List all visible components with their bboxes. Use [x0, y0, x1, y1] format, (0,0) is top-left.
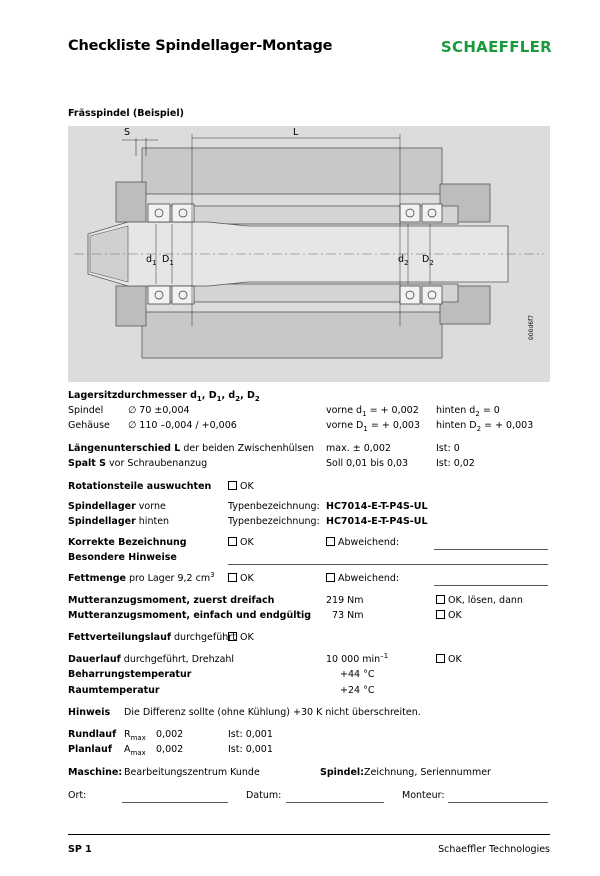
korrekt-label: Korrekte Bezeichnung: [68, 537, 187, 548]
mutter-1-value: 219 Nm: [326, 595, 364, 606]
planlauf-value: 0,002: [156, 744, 184, 755]
laengen-max: max. ± 0,002: [326, 443, 391, 454]
gehaeuse-hinten: hinten $D_2$ = + 0,003: [436, 420, 534, 433]
laengen-ist: Ist: 0: [436, 443, 460, 454]
dauer-label: Dauerlauf durchgeführt, Drehzahl: [68, 654, 235, 665]
spindel-vorne: vorne $d_1$ = + 0,002: [326, 405, 419, 418]
planlauf-ist: Ist: 0,001: [228, 744, 273, 755]
monteur-field[interactable]: [448, 802, 548, 803]
rotation-label: Rotationsteile auswuchten: [68, 481, 212, 492]
mutter-2-value: 73 Nm: [332, 610, 364, 621]
figure-caption: Frässpindel (Beispiel): [68, 108, 184, 119]
flange-bottom: [116, 286, 146, 326]
mutter-1-ok-checkbox[interactable]: OK, lösen, dann: [436, 595, 523, 606]
spindel-info-label: Spindel:: [320, 767, 364, 778]
laengen-label: Längenunterschied L der beiden Zwischenhülsen: [68, 443, 315, 454]
datum-field[interactable]: [286, 802, 384, 803]
checkbox-icon: [228, 481, 237, 490]
maschine-value: Bearbeitungszentrum Kunde: [124, 767, 260, 778]
typ-vorne-value: HC7014-E-T-P4S-UL: [326, 501, 428, 512]
checkbox-icon: [228, 537, 237, 546]
drawing-code: 000d6f7: [528, 314, 535, 340]
fett-abw-field[interactable]: [434, 585, 548, 586]
checkbox-icon: [436, 654, 445, 663]
ort-field[interactable]: [122, 802, 228, 803]
rundlauf-symbol: $R_{max}$: [124, 729, 146, 742]
spindel-info-value: Zeichnung, Seriennummer: [364, 767, 491, 778]
gehaeuse-value: ∅ 110 –0,004 / +0,006: [128, 420, 237, 431]
korrekt-abw-checkbox[interactable]: Abweichend:: [326, 537, 399, 548]
flange-top: [116, 182, 146, 222]
spalt-soll: Soll 0,01 bis 0,03: [326, 458, 409, 469]
mutter-2-ok-checkbox[interactable]: OK: [436, 610, 462, 621]
spindel-hinten: hinten $d_2 = 0$: [436, 405, 500, 418]
checkbox-icon: [326, 573, 335, 582]
checkbox-icon: [228, 573, 237, 582]
rundlauf-value: 0,002: [156, 729, 184, 740]
datum-label: Datum:: [246, 790, 282, 801]
rundlauf-ist: Ist: 0,001: [228, 729, 273, 740]
monteur-label: Monteur:: [402, 790, 445, 801]
dim-D1-label: $D_1$: [162, 254, 174, 267]
hinweise-label: Besondere Hinweise: [68, 552, 177, 563]
spalt-label: Spalt S vor Schraubenanzug: [68, 458, 208, 469]
fettvert-label: Fettverteilungslauf durchgeführt: [68, 632, 236, 643]
typ-label-hinten: Typenbezeichnung:: [228, 516, 320, 527]
hinweis-text: Die Differenz sollte (ohne Kühlung) +30 K nicht überschreiten.: [124, 707, 421, 718]
housing-bottom: [142, 312, 442, 358]
typ-hinten-value: HC7014-E-T-P4S-UL: [326, 516, 428, 527]
gehaeuse-label: Gehäuse: [68, 420, 110, 431]
beharrung-label: Beharrungstemperatur: [68, 669, 192, 680]
fett-label: Fettmenge pro Lager 9,2 $cm^3$: [68, 570, 215, 584]
mutter-2-label: Mutteranzugsmoment, einfach und endgültig: [68, 610, 312, 621]
spindle-drawing: [68, 126, 550, 382]
dim-s-label: S: [124, 127, 131, 138]
footer-divider: [68, 834, 550, 835]
raum-label: Raumtemperatur: [68, 685, 160, 696]
spindel-label: Spindel: [68, 405, 104, 416]
planlauf-symbol: $A_{max}$: [124, 744, 146, 757]
maschine-label: Maschine:: [68, 767, 123, 778]
checkbox-icon: [326, 537, 335, 546]
beharrung-value: +44 °C: [340, 669, 375, 680]
korrekt-abw-field[interactable]: [434, 549, 548, 550]
footer-company: Schaeffler Technologies: [438, 844, 550, 855]
lagersitz-heading: Lagersitzdurchmesser $d_1$, $D_1$, $d_2$, $D_2$: [68, 390, 260, 403]
fett-abw-checkbox[interactable]: Abweichend:: [326, 573, 399, 584]
raum-value: +24 °C: [340, 685, 375, 696]
dim-d1-label: $d_1$: [146, 254, 157, 267]
dauer-ok-checkbox[interactable]: OK: [436, 654, 462, 665]
rundlauf-label: Rundlauf: [68, 729, 117, 740]
checkbox-icon: [228, 632, 237, 641]
fettvert-ok-checkbox[interactable]: OK: [228, 632, 254, 643]
fett-ok-checkbox[interactable]: OK: [228, 573, 254, 584]
ort-label: Ort:: [68, 790, 87, 801]
checkbox-icon: [436, 595, 445, 604]
hinweis-label: Hinweis: [68, 707, 111, 718]
dim-d2-label: $d_2$: [398, 254, 409, 267]
typ-label-vorne: Typenbezeichnung:: [228, 501, 320, 512]
spindel-value: ∅ 70 ±0,004: [128, 405, 190, 416]
spalt-ist-value: Ist: 0,02: [436, 458, 475, 469]
korrekt-ok-checkbox[interactable]: OK: [228, 537, 254, 548]
rotation-ok-checkbox[interactable]: OK: [228, 481, 254, 492]
footer-page: SP 1: [68, 844, 92, 855]
checkbox-icon: [436, 610, 445, 619]
spindellager-vorne-label: Spindellager vorne: [68, 501, 166, 512]
hinweise-field[interactable]: [228, 564, 548, 565]
gehaeuse-vorne: vorne $D_1$ = + 0,003: [326, 420, 421, 433]
dauer-value: 10 000 $\min^{-1}$: [326, 651, 389, 665]
mutter-1-label: Mutteranzugsmoment, zuerst dreifach: [68, 595, 275, 606]
page-title: Checkliste Spindellager-Montage: [68, 38, 333, 54]
housing-top: [142, 148, 442, 194]
spindellager-hinten-label: Spindellager hinten: [68, 516, 170, 527]
planlauf-label: Planlauf: [68, 744, 112, 755]
dim-l-label: L: [293, 127, 299, 138]
dim-D2-label: $D_2$: [422, 254, 434, 267]
brand-logo: SCHAEFFLER: [440, 38, 552, 56]
